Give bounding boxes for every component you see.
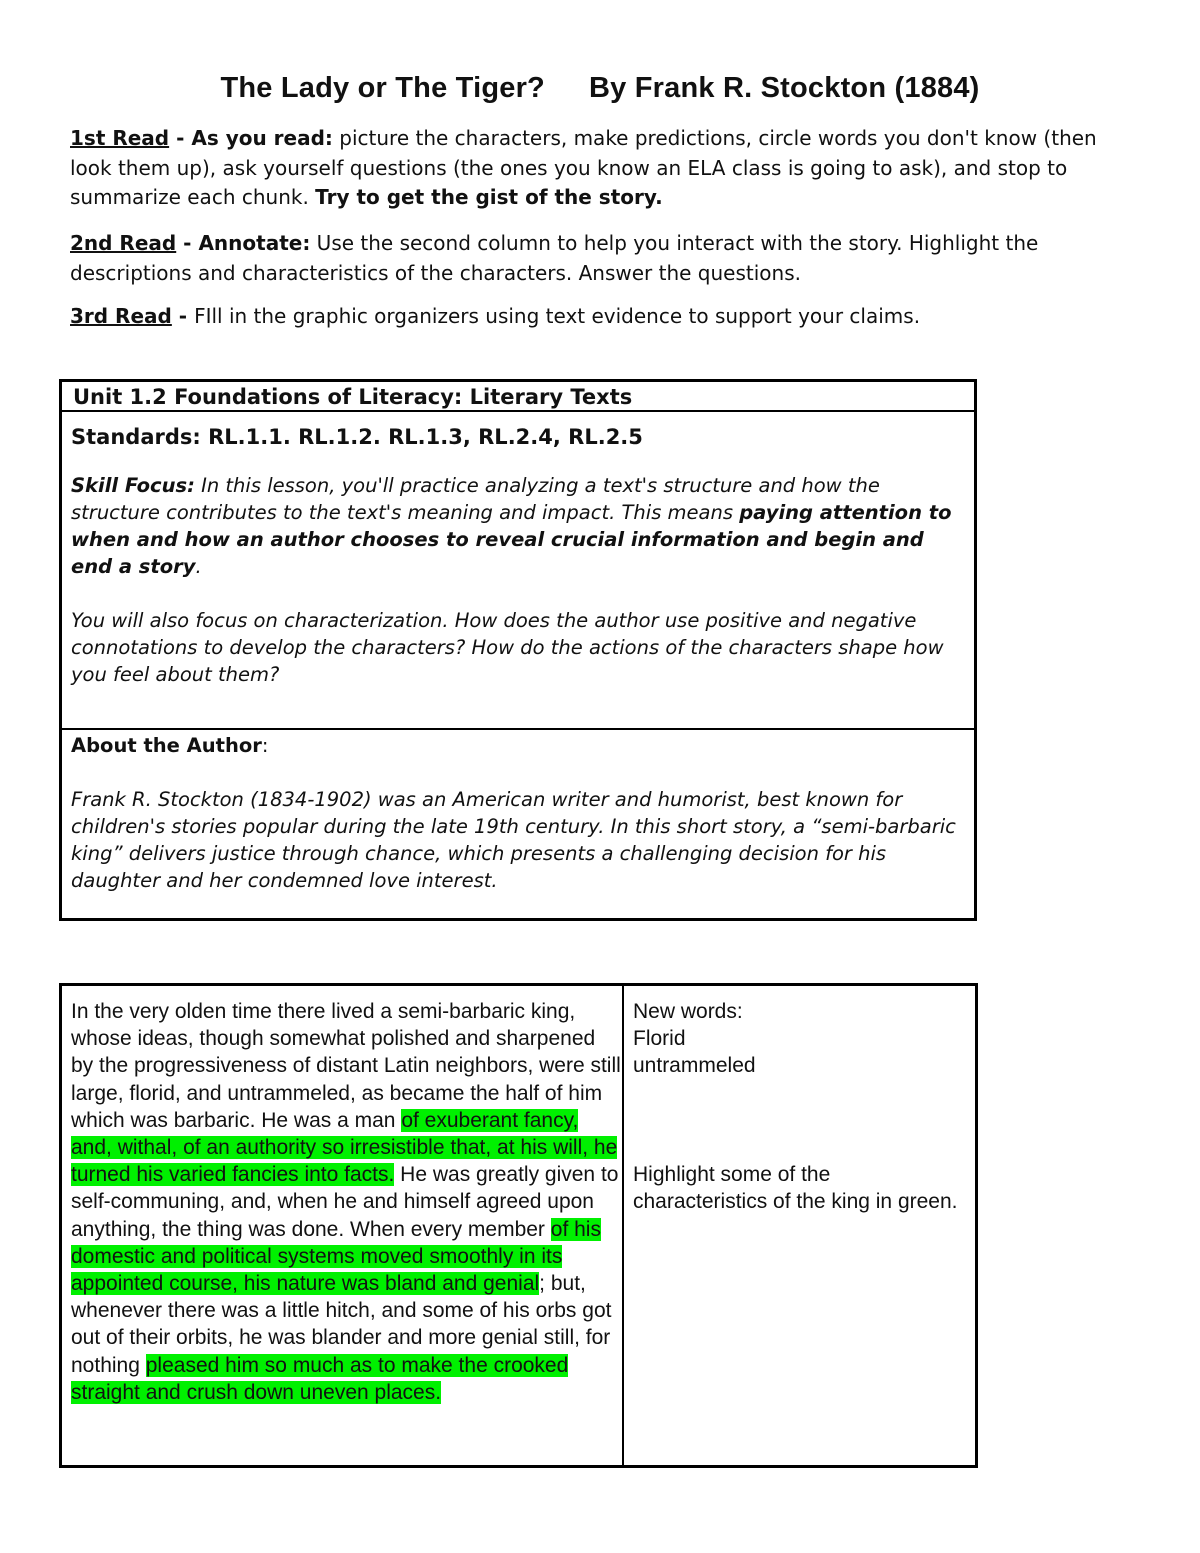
about-author-label: About the Author	[71, 734, 262, 757]
story-text-cell	[62, 986, 624, 1465]
second-read-sep: -	[176, 231, 199, 255]
unit-info-table	[59, 379, 977, 921]
highlight-king-trait-3: pleased him so much as to make the crooked straight and crush down uneven places.	[71, 1353, 569, 1404]
skill-focus	[71, 472, 964, 580]
story-text-part-3: ; but, whenever there was a little hitch, and some of his orbs got out of their orbits, he was blander and more genial still, for nothing	[71, 1272, 612, 1377]
skill-focus-characterization: You will also focus on characterization. How does the author use positive and negative connotations to develop the characters? How do the actions of the characters shape how you feel about them?	[71, 609, 944, 686]
standards-line: Standards: RL.1.1. RL.1.2. RL.1.3, RL.2.4, RL.2.5	[71, 425, 643, 449]
new-word-untrammeled: untrammeled	[633, 1054, 756, 1078]
first-read-body: picture the characters, make predictions, circle words you don't know (then look them up), ask yourself questions (the ones you know an ELA class is going to ask), and stop to summarize each chunk.	[70, 126, 1097, 209]
about-author-colon: :	[261, 734, 269, 757]
second-read-lead: Annotate:	[198, 231, 311, 255]
about-author-text: Frank R. Stockton (1834-1902) was an American writer and humorist, best known for children's stories popular during the late 19th century. In this short story, a “semi-barbaric king” delivers justice through chance, which presents a challenging decision for his daughter and her condemned love interest.	[71, 788, 956, 892]
first-read-label: 1st Read	[70, 126, 170, 150]
title-main: The Lady or The Tiger?	[220, 72, 545, 104]
instruction-third-read	[70, 302, 1130, 332]
document-title	[0, 72, 1200, 105]
first-read-lead: As you read:	[191, 126, 333, 150]
about-author-cell	[62, 730, 974, 918]
skill-focus-bold: paying attention to when and how an author chooses to reveal crucial information and begin and end a story	[71, 501, 952, 578]
unit-heading: Unit 1.2 Foundations of Literacy: Literary Texts	[62, 382, 974, 412]
third-read-body: FIll in the graphic organizers using text evidence to support your claims.	[194, 304, 921, 328]
story-text-part-1: In the very olden time there lived a semi-barbaric king, whose ideas, though somewhat polished and sharpened by the progressiveness of distant Latin neighbors, were still large, florid, and untrammeled, as became the half of him which was barbaric. He was a man	[71, 1000, 621, 1132]
first-read-sep: -	[169, 126, 192, 150]
instruction-first-read	[70, 124, 1130, 213]
about-author-heading	[71, 732, 964, 759]
annotation-cell	[624, 986, 975, 1465]
third-read-sep: -	[171, 304, 195, 328]
second-read-label: 2nd Read	[70, 231, 177, 255]
title-byline: By Frank R. Stockton (1884)	[588, 72, 980, 104]
story-text-part-2: He was greatly given to self-communing, and, when he and himself agreed upon anything, the thing was done. When every member	[71, 1163, 619, 1241]
skill-focus-label: Skill Focus:	[71, 474, 195, 497]
skill-focus-end: .	[195, 555, 202, 578]
third-read-label: 3rd Read	[70, 304, 172, 328]
highlight-prompt: Highlight some of the characteristics of the king in green.	[633, 1162, 958, 1213]
second-read-body: Use the second column to help you interact with the story. Highlight the descriptions and characteristics of the characters. Answer the questions.	[70, 231, 1039, 285]
story-paragraph	[71, 998, 622, 1406]
highlight-king-trait-2: of his domestic and political systems moved smoothly in its appointed course, his nature was bland and genial	[71, 1217, 601, 1296]
first-read-emphasis: Try to get the gist of the story.	[315, 185, 663, 209]
highlight-king-trait-1: of exuberant fancy, and, withal, of an authority so irresistible that, at his will, he turned his varied fancies into facts.	[71, 1108, 618, 1187]
skill-focus-text: In this lesson, you'll practice analyzing a text's structure and how the structure contributes to the text's meaning and impact. This means	[71, 474, 880, 524]
new-words-label: New words:	[633, 1000, 743, 1023]
story-table	[59, 983, 978, 1468]
instruction-second-read	[70, 229, 1130, 288]
new-word-florid: Florid	[633, 1027, 686, 1051]
standards-cell	[62, 412, 974, 730]
